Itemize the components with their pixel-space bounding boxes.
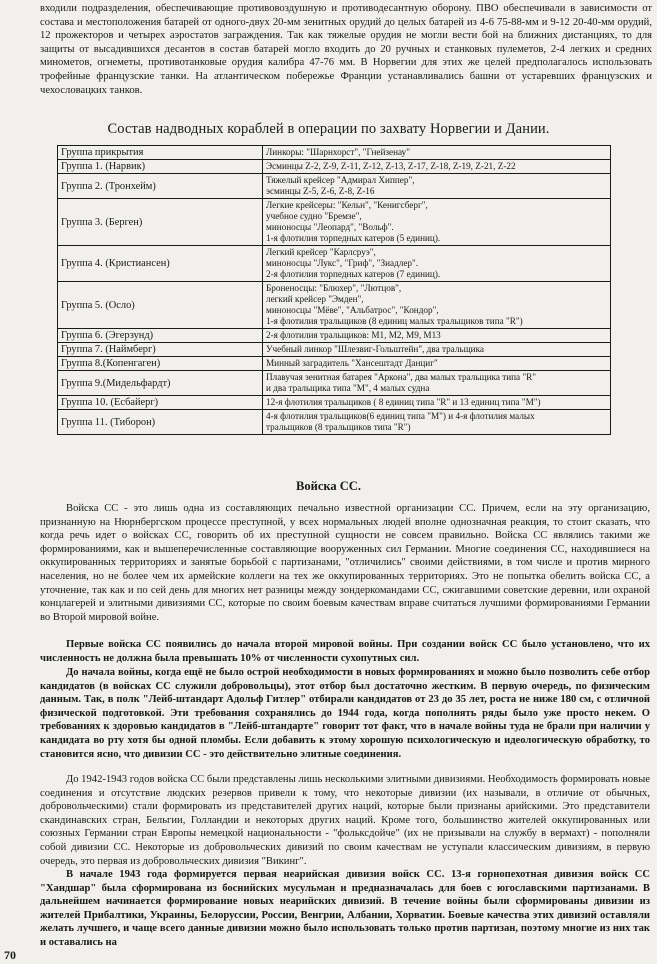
ships-cell xyxy=(263,160,611,174)
group-cell: Группа 9.(Мидельфардт) xyxy=(58,371,263,396)
ships-cell xyxy=(263,146,611,160)
table-row xyxy=(58,357,611,371)
ships-line: Легкий крейсер "Карлсруэ", xyxy=(266,247,376,257)
paragraph-2 xyxy=(40,638,650,665)
ships-line: Тяжелый крейсер "Адмирал Хиппер", xyxy=(266,175,415,185)
group-cell: Группа 10. (Есбайерг) xyxy=(58,396,263,410)
ships-line: тральщиков (8 тральщиков типа "R") xyxy=(266,422,411,432)
ships-cell xyxy=(263,410,611,435)
paragraph-text: В начале 1943 года формируется первая неарийская дивизия войск СС. 13-я горнопехотная дивизия войск СС "Хандшар" была сформирована из боснийских мусульман и предназначалась для боев с югославскими партизанами. В дальнейшем начинается формирование новых неарийских дивизий. В течение войны были сформированы дивизии из жителей Прибалтики, Украины, Белоруссии, России, Венгрии, Албании, Хорватии. Боевые качества этих дивизий оставляли желать лучшего, и чаще всего данные дивизии можно было использовать только против партизан, поэтому многие из них так и оставались на xyxy=(40,869,650,948)
ships-cell xyxy=(263,246,611,282)
paragraph-3 xyxy=(40,666,650,761)
group-cell: Группа 3. (Берген) xyxy=(58,199,263,246)
ships-line: Легкие крейсеры: "Кельн", "Кенигсберг", xyxy=(266,200,428,210)
ships-line: Учебный линкор "Шлезвиг-Гольштейн", два тральщика xyxy=(266,344,484,354)
ships-cell xyxy=(263,329,611,343)
ships-line: Минный заградитель "Хансештадт Данциг" xyxy=(266,358,438,368)
ships-line: миноносцы "Лукс", "Гриф", "Зиадлер". xyxy=(266,258,419,268)
ships-cell xyxy=(263,343,611,357)
ships-line: 2-я флотилия тральщиков: M1, M2, M9, M13 xyxy=(266,330,441,340)
table-title: Состав надводных кораблей в операции по захвату Норвегии и Дании. xyxy=(107,121,550,137)
ships-table xyxy=(57,145,611,435)
table-row xyxy=(58,160,611,174)
group-cell: Группа прикрытия xyxy=(58,146,263,160)
section-title: Войска СС. xyxy=(296,479,361,493)
ships-line: Эсминцы Z-2, Z-9, Z-11, Z-12, Z-13, Z-17, Z-18, Z-19, Z-21, Z-22 xyxy=(266,161,516,171)
ships-cell xyxy=(263,371,611,396)
ships-line: Линкоры: "Шарнхорст", "Гнейзенау" xyxy=(266,147,410,157)
ships-cell xyxy=(263,199,611,246)
table-row xyxy=(58,343,611,357)
table-row xyxy=(58,371,611,396)
ships-line: 2-я флотилия торпедных катеров (7 единиц). xyxy=(266,269,441,279)
ships-line: легкий крейсер "Эмден", xyxy=(266,294,364,304)
group-cell: Группа 6. (Эгерзунд) xyxy=(58,329,263,343)
group-cell: Группа 4. (Кристиансен) xyxy=(58,246,263,282)
intro-paragraph: входили подразделения, обеспечивающие противовоздушную и противодесантную оборону. ПВО обеспечивали в зависимости от состава и местоположения батарей от одного-двух 20-мм зенитных орудий до целых батарей из 4-6 75-88-мм и 9-12 20-40-мм орудий, 12 прожекторов и четырех аэростатов заграждения. Так как тяжелые орудия не могли вести бой на ближних дистанциях, то для защиты от высадившихся десантов в состав батарей могло входить до 20 ручных и станковых пулеметов, 2-4 легких и средних минометов, огнеметы, противотанковые орудия калибра 47-76 мм. В Норвегии для этих же целей предполагалось использовать трофейные французские танки. На атлантическом побережье Франции устанавливались башни от устаревших французских и чехословацких танков. xyxy=(40,3,652,96)
table-row xyxy=(58,396,611,410)
group-cell: Группа 7. (Наймберг) xyxy=(58,343,263,357)
table-row xyxy=(58,282,611,329)
ships-line: и два тральщика типа "M", 4 малых судна xyxy=(266,383,430,393)
group-cell: Группа 2. (Тронхейм) xyxy=(58,174,263,199)
group-cell: Группа 5. (Осло) xyxy=(58,282,263,329)
ships-line: 4-я флотилия тральщиков(6 единиц типа "M") и 4-я флотилия малых xyxy=(266,411,535,421)
ships-line: миноносцы "Мёве", "Альбатрос", "Кондор", xyxy=(266,305,439,315)
ships-line: Броненосцы: "Блюхер", "Лютцов", xyxy=(266,283,402,293)
ships-line: 1-я флотилия тральщиков (8 единиц малых тральщиков типа "R") xyxy=(266,316,523,326)
table-row xyxy=(58,410,611,435)
ships-cell xyxy=(263,282,611,329)
group-cell: Группа 11. (Тиборон) xyxy=(58,410,263,435)
paragraph-4 xyxy=(40,773,650,868)
ships-cell xyxy=(263,174,611,199)
table-row xyxy=(58,174,611,199)
group-cell: Группа 1. (Нарвик) xyxy=(58,160,263,174)
table-row xyxy=(58,199,611,246)
ships-line: учебное судно "Бремзе", xyxy=(266,211,362,221)
ships-cell xyxy=(263,396,611,410)
ships-line: Плавучая зенитная батарея "Аркона", два малых тральщика типа "R" xyxy=(266,372,537,382)
table-row xyxy=(58,146,611,160)
table-row xyxy=(58,329,611,343)
paragraph-text: Войска СС - это лишь одна из составляющих печально известной организации СС. Причем, если на эту организацию, признанную на Нюрнбергском процессе преступной, у всех нормальных людей вполне однозначная реакция, то стоит сказать, что когда речь идет о войсках СС, говорить об их преступной сущности не совсем правильно. Войска СС являлись такими же формированиями, как и вышеперечисленные составляющие вооруженных сил Германии. Многие соединения СС, находившиеся на оккупированных территориях и занятые борьбой с партизанами, "отличились" своими действиями, в том числе и против мирного населения, но не более чем их армейские коллеги на тех же оккупированных территориях. Это не попытка обелить войска СС, а уточнение, так как и по сей день для многих нет разницы между зондеркомандами СС, сжигавшими советские деревни, или охраной концлагерей и элитными дивизиями СС, которые по своим боевым качествам вправе считаться лучшими формированиями Германии во Второй мировой войне. xyxy=(40,503,650,623)
paragraph-5 xyxy=(40,868,650,950)
group-cell: Группа 8.(Копенгаген) xyxy=(58,357,263,371)
paragraph-text: До начала войны, когда ещё не было острой необходимости в новых формированиях и можно было позволить себе отбор кандидатов (в войсках СС служили добровольцы), этот отбор был достаточно жестким. В первую очередь, по физическим данным. Так, в полк "Лейб-штандарт Адольф Гитлер" отбирали кандидатов от 23 до 35 лет, роста не ниже 180 см, с отличной физической подготовкой. Эти требования сохранялись до 1944 года, когда пополнять ряды было уже просто некем. О требованиях к здоровью кандидатов в "Лейб-штандарте" говорит тот факт, что в начале войны туда не брали при наличии у кандидата во рту хотя бы одной пломбы. Если добавить к этому хорошую психологическую и идеологическую обработку, то становится ясно, что дивизии СС - это действительно элитные соединения. xyxy=(40,667,650,760)
ships-line: эсминцы Z-5, Z-6, Z-8, Z-16 xyxy=(266,186,375,196)
ships-cell xyxy=(263,357,611,371)
paragraph-1 xyxy=(40,502,650,624)
table-row xyxy=(58,246,611,282)
paragraph-text: До 1942-1943 годов войска СС были представлены лишь несколькими элитными дивизиями. Необходимость формировать новые соединения и отсутствие людских резервов привели к тому, что некоторые дивизии (их называли, в отличие от обычных, добровольческими) стали формировать из представителей других наций, которые были признаны арийскими. Это представители скандинавских стран, Бельгии, Голландии и некоторых других наций. Кроме того, большинство жителей оккупированных или союзных Германии стран Европы немецкой национальности - "фольксдойче" (их не призывали на службу в вермахт) - пополняли собой дивизии СС. Некоторые из добровольческих дивизий по своим качествам не уступали классическим дивизиям, в первую очередь, это первая из добровольческих дивизия "Викинг". xyxy=(40,774,650,867)
page-number: 70 xyxy=(4,948,16,962)
ships-line: 1-я флотилия торпедных катеров (5 единиц). xyxy=(266,233,441,243)
ships-line: миноносцы "Леопард", "Вольф". xyxy=(266,222,394,232)
ships-line: 12-я флотилия тральщиков ( 8 единиц типа "R" и 13 единиц типа "M") xyxy=(266,397,541,407)
paragraph-text: Первые войска СС появились до начала второй мировой войны. При создании войск СС было установлено, что их численность не должна была превышать 10% от численности сухопутных сил. xyxy=(40,639,650,664)
